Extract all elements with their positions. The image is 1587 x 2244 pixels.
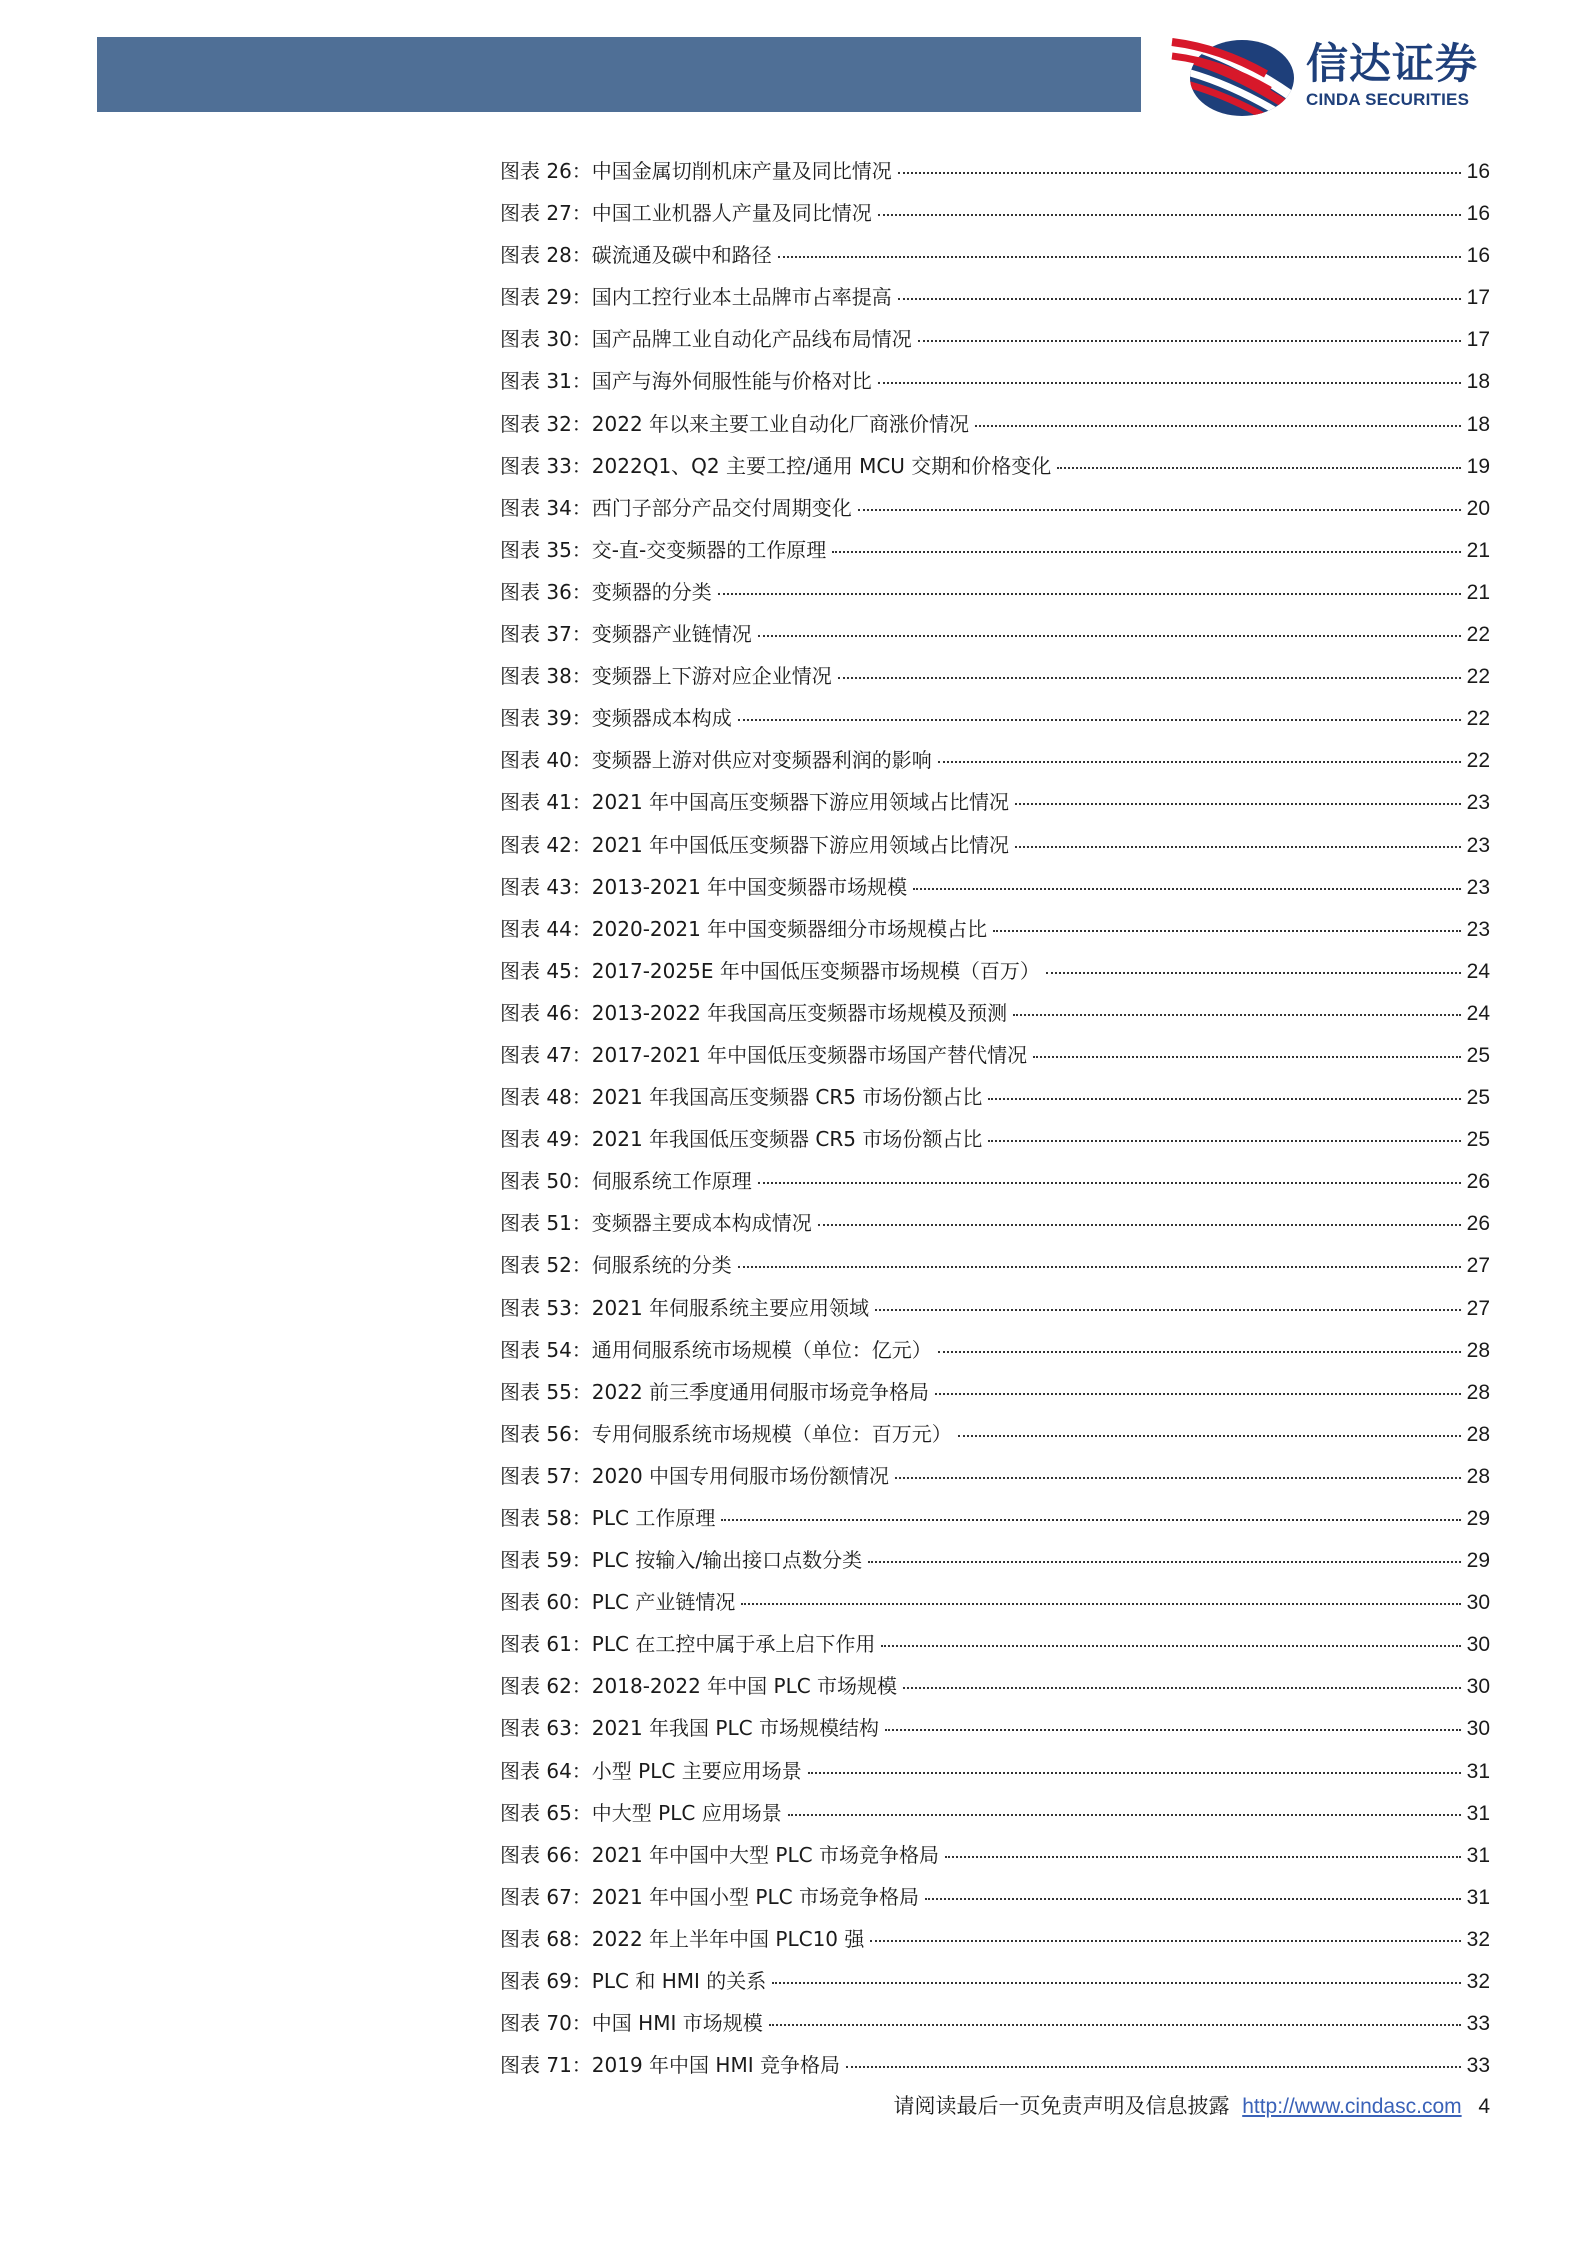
toc-entry[interactable] bbox=[500, 1539, 1490, 1581]
toc-entry-title: 图表 44：2020-2021 年中国变频器细分市场规模占比 bbox=[500, 916, 988, 941]
toc-entry-title: 图表 51：变频器主要成本构成情况 bbox=[500, 1211, 812, 1236]
toc-entry[interactable] bbox=[500, 655, 1490, 697]
toc-entry-page: 22 bbox=[1466, 665, 1490, 689]
page-footer bbox=[0, 2090, 1490, 2120]
toc-entry-title: 图表 35：交-直-交变频器的工作原理 bbox=[500, 537, 827, 562]
dot-leader bbox=[885, 1729, 1461, 1731]
toc-entry[interactable] bbox=[500, 824, 1490, 866]
dot-leader bbox=[718, 593, 1461, 595]
toc-entry-title: 图表 57：2020 中国专用伺服市场份额情况 bbox=[500, 1463, 890, 1488]
toc-entry-page: 31 bbox=[1466, 1885, 1490, 1909]
toc-entry[interactable] bbox=[500, 234, 1490, 276]
dot-leader bbox=[988, 1140, 1460, 1142]
toc-entry-title: 图表 45：2017-2025E 年中国低压变频器市场规模（百万） bbox=[500, 958, 1040, 983]
toc-entry-title: 图表 27：中国工业机器人产量及同比情况 bbox=[500, 201, 872, 226]
dot-leader bbox=[870, 1940, 1460, 1942]
dot-leader bbox=[741, 1603, 1460, 1605]
toc-entry-page: 20 bbox=[1466, 496, 1490, 520]
toc-entry[interactable] bbox=[500, 2044, 1490, 2086]
toc-entry-page: 23 bbox=[1466, 917, 1490, 941]
toc-entry-title: 图表 49：2021 年我国低压变频器 CR5 市场份额占比 bbox=[500, 1127, 983, 1152]
toc-entry-page: 16 bbox=[1466, 244, 1490, 268]
toc-entry-page: 28 bbox=[1466, 1464, 1490, 1488]
toc-entry-page: 24 bbox=[1466, 959, 1490, 983]
toc-entry-page: 22 bbox=[1466, 707, 1490, 731]
toc-entry-page: 17 bbox=[1466, 286, 1490, 310]
dot-leader bbox=[945, 1856, 1461, 1858]
toc-entry-title: 图表 66：2021 年中国中大型 PLC 市场竞争格局 bbox=[500, 1842, 939, 1867]
toc-entry[interactable] bbox=[500, 950, 1490, 992]
toc-entry[interactable] bbox=[500, 1118, 1490, 1160]
toc-entry[interactable] bbox=[500, 1287, 1490, 1329]
toc-entry[interactable] bbox=[500, 1160, 1490, 1202]
toc-entry-page: 21 bbox=[1466, 538, 1490, 562]
toc-entry-page: 18 bbox=[1466, 370, 1490, 394]
toc-entry[interactable] bbox=[500, 1960, 1490, 2002]
toc-entry[interactable] bbox=[500, 781, 1490, 823]
toc-entry[interactable] bbox=[500, 318, 1490, 360]
toc-entry-page: 28 bbox=[1466, 1422, 1490, 1446]
toc-entry-title: 图表 58：PLC 工作原理 bbox=[500, 1506, 716, 1530]
disclaimer-text: 请阅读最后一页免责声明及信息披露 bbox=[893, 2094, 1230, 2118]
toc-entry-title: 图表 56：专用伺服系统市场规模（单位：百万元） bbox=[500, 1421, 952, 1446]
toc-entry-page: 16 bbox=[1466, 202, 1490, 226]
dot-leader bbox=[918, 340, 1461, 342]
brand-name-cn: 信达证券 bbox=[1306, 38, 1479, 88]
toc-entry-title: 图表 64：小型 PLC 主要应用场景 bbox=[500, 1758, 802, 1783]
toc-entry-page: 23 bbox=[1466, 833, 1490, 857]
toc-entry[interactable] bbox=[500, 1750, 1490, 1792]
toc-entry-title: 图表 54：通用伺服系统市场规模（单位：亿元） bbox=[500, 1337, 932, 1362]
dot-leader bbox=[878, 214, 1461, 216]
dot-leader bbox=[778, 256, 1461, 258]
toc-entry-page: 30 bbox=[1466, 1633, 1490, 1657]
dot-leader bbox=[1046, 972, 1461, 974]
toc-entry-title: 图表 42：2021 年中国低压变频器下游应用领域占比情况 bbox=[500, 832, 1010, 857]
toc-entry-page: 29 bbox=[1466, 1549, 1490, 1573]
dot-leader bbox=[868, 1561, 1461, 1563]
toc-entry[interactable] bbox=[500, 192, 1490, 234]
toc-entry-page: 22 bbox=[1466, 623, 1490, 647]
toc-entry-title: 图表 65：中大型 PLC 应用场景 bbox=[500, 1800, 782, 1825]
toc-entry-page: 30 bbox=[1466, 1591, 1490, 1615]
toc-entry[interactable] bbox=[500, 1413, 1490, 1455]
toc-entry[interactable] bbox=[500, 992, 1490, 1034]
brand-name-en: CINDA SECURITIES bbox=[1306, 89, 1470, 109]
toc-entry-title: 图表 62：2018-2022 年中国 PLC 市场规模 bbox=[500, 1674, 898, 1699]
dot-leader bbox=[958, 1435, 1461, 1437]
toc-entry[interactable] bbox=[500, 697, 1490, 739]
dot-leader bbox=[895, 1477, 1461, 1479]
toc-entry-title: 图表 43：2013-2021 年中国变频器市场规模 bbox=[500, 874, 908, 899]
toc-entry-page: 30 bbox=[1466, 1717, 1490, 1741]
toc-entry[interactable] bbox=[500, 866, 1490, 908]
dot-leader bbox=[858, 509, 1461, 511]
toc-entry[interactable] bbox=[500, 571, 1490, 613]
dot-leader bbox=[738, 719, 1461, 721]
dot-leader bbox=[938, 761, 1461, 763]
toc-entry-title: 图表 40：变频器上游对供应对变频器利润的影响 bbox=[500, 748, 932, 773]
dot-leader bbox=[738, 1266, 1461, 1268]
toc-entry[interactable] bbox=[500, 1665, 1490, 1707]
toc-entry-title: 图表 33：2022Q1、Q2 主要工控/通用 MCU 交期和价格变化 bbox=[500, 453, 1052, 478]
toc-entry-title: 图表 47：2017-2021 年中国低压变频器市场国产替代情况 bbox=[500, 1042, 1028, 1067]
dot-leader bbox=[913, 888, 1460, 890]
toc-entry-title: 图表 52：伺服系统的分类 bbox=[500, 1253, 732, 1278]
toc-entry-title: 图表 39：变频器成本构成 bbox=[500, 706, 732, 731]
dot-leader bbox=[1057, 467, 1460, 469]
toc-entry[interactable] bbox=[500, 1792, 1490, 1834]
toc-entry-page: 28 bbox=[1466, 1338, 1490, 1362]
toc-entry-title: 图表 41：2021 年中国高压变频器下游应用领域占比情况 bbox=[500, 790, 1010, 815]
dot-leader bbox=[903, 1687, 1461, 1689]
toc-entry-title: 图表 28：碳流通及碳中和路径 bbox=[500, 243, 772, 268]
dot-leader bbox=[935, 1393, 1461, 1395]
toc-entry-page: 31 bbox=[1466, 1843, 1490, 1867]
toc-entry-title: 图表 63：2021 年我国 PLC 市场规模结构 bbox=[500, 1716, 879, 1741]
dot-leader bbox=[846, 2066, 1461, 2068]
toc-entry[interactable] bbox=[500, 2002, 1490, 2044]
dot-leader bbox=[721, 1519, 1460, 1521]
toc-entry[interactable] bbox=[500, 1076, 1490, 1118]
toc-entry[interactable] bbox=[500, 1497, 1490, 1539]
toc-entry-title: 图表 71：2019 年中国 HMI 竞争格局 bbox=[500, 2053, 840, 2078]
toc-entry-page: 23 bbox=[1466, 875, 1490, 899]
toc-entry-title: 图表 50：伺服系统工作原理 bbox=[500, 1169, 752, 1194]
toc-entry-title: 图表 37：变频器产业链情况 bbox=[500, 622, 752, 647]
toc-entry[interactable] bbox=[500, 908, 1490, 950]
toc-entry[interactable] bbox=[500, 1202, 1490, 1244]
cinda-logo bbox=[1170, 32, 1560, 118]
toc-entry-page: 21 bbox=[1466, 580, 1490, 604]
toc-entry[interactable] bbox=[500, 1244, 1490, 1286]
toc-entry-title: 图表 29：国内工控行业本土品牌市占率提高 bbox=[500, 285, 892, 310]
toc-entry-page: 27 bbox=[1466, 1254, 1490, 1278]
toc-entry[interactable] bbox=[500, 360, 1490, 402]
toc-entry-page: 25 bbox=[1466, 1086, 1490, 1110]
toc-entry-title: 图表 67：2021 年中国小型 PLC 市场竞争格局 bbox=[500, 1884, 919, 1909]
toc-entry-title: 图表 60：PLC 产业链情况 bbox=[500, 1590, 736, 1615]
toc-entry[interactable] bbox=[500, 613, 1490, 655]
dot-leader bbox=[1015, 846, 1461, 848]
page-number: 4 bbox=[1478, 2095, 1490, 2118]
toc-entry[interactable] bbox=[500, 1918, 1490, 1960]
toc-entry[interactable] bbox=[500, 529, 1490, 571]
toc-entry-title: 图表 32：2022 年以来主要工业自动化厂商涨价情况 bbox=[500, 411, 970, 436]
dot-leader bbox=[975, 425, 1461, 427]
toc-entry-title: 图表 59：PLC 按输入/输出接口点数分类 bbox=[500, 1548, 863, 1573]
toc-entry-page: 26 bbox=[1466, 1212, 1490, 1236]
dot-leader bbox=[878, 382, 1461, 384]
toc-entry-title: 图表 55：2022 前三季度通用伺服市场竞争格局 bbox=[500, 1379, 930, 1404]
toc-entry[interactable] bbox=[500, 403, 1490, 445]
toc-entry[interactable] bbox=[500, 445, 1490, 487]
toc-entry-title: 图表 26：中国金属切削机床产量及同比情况 bbox=[500, 159, 892, 183]
toc-entry-page: 30 bbox=[1466, 1675, 1490, 1699]
toc-entry-title: 图表 34：西门子部分产品交付周期变化 bbox=[500, 495, 852, 520]
toc-entry-page: 31 bbox=[1466, 1759, 1490, 1783]
dot-leader bbox=[838, 677, 1461, 679]
toc-entry-title: 图表 38：变频器上下游对应企业情况 bbox=[500, 664, 832, 689]
toc-entry-page: 25 bbox=[1466, 1128, 1490, 1152]
dot-leader bbox=[925, 1898, 1461, 1900]
dot-leader bbox=[881, 1645, 1460, 1647]
dot-leader bbox=[898, 172, 1461, 174]
dot-leader bbox=[769, 2024, 1461, 2026]
toc-entry-title: 图表 70：中国 HMI 市场规模 bbox=[500, 2011, 763, 2036]
toc-entry[interactable] bbox=[500, 276, 1490, 318]
toc-entry[interactable] bbox=[500, 1329, 1490, 1371]
toc-entry[interactable] bbox=[500, 150, 1490, 192]
toc-entry-page: 23 bbox=[1466, 791, 1490, 815]
dot-leader bbox=[1013, 1014, 1460, 1016]
dot-leader bbox=[818, 1224, 1461, 1226]
figure-list bbox=[500, 150, 1490, 2086]
toc-entry-page: 19 bbox=[1466, 454, 1490, 478]
toc-entry[interactable] bbox=[500, 1455, 1490, 1497]
toc-entry-page: 33 bbox=[1466, 2012, 1490, 2036]
toc-entry-title: 图表 46：2013-2022 年我国高压变频器市场规模及预测 bbox=[500, 1000, 1008, 1025]
dot-leader bbox=[758, 1182, 1461, 1184]
toc-entry-title: 图表 30：国产品牌工业自动化产品线布局情况 bbox=[500, 327, 912, 352]
toc-entry-page: 16 bbox=[1466, 160, 1490, 183]
toc-entry[interactable] bbox=[500, 739, 1490, 781]
toc-entry-page: 27 bbox=[1466, 1296, 1490, 1320]
dot-leader bbox=[758, 635, 1461, 637]
dot-leader bbox=[898, 298, 1461, 300]
toc-entry-title: 图表 61：PLC 在工控中属于承上启下作用 bbox=[500, 1632, 876, 1657]
toc-entry-page: 32 bbox=[1466, 1927, 1490, 1951]
dot-leader bbox=[1033, 1056, 1460, 1058]
dot-leader bbox=[808, 1772, 1461, 1774]
toc-entry-page: 26 bbox=[1466, 1170, 1490, 1194]
toc-entry[interactable] bbox=[500, 1371, 1490, 1413]
toc-entry-title: 图表 69：PLC 和 HMI 的关系 bbox=[500, 1969, 767, 1994]
dot-leader bbox=[988, 1098, 1460, 1100]
toc-entry-title: 图表 68：2022 年上半年中国 PLC10 强 bbox=[500, 1926, 865, 1951]
toc-entry-page: 29 bbox=[1466, 1507, 1490, 1530]
toc-entry-page: 32 bbox=[1466, 1970, 1490, 1994]
dot-leader bbox=[788, 1814, 1461, 1816]
toc-entry-page: 31 bbox=[1466, 1801, 1490, 1825]
toc-entry-title: 图表 48：2021 年我国高压变频器 CR5 市场份额占比 bbox=[500, 1085, 983, 1110]
toc-entry[interactable] bbox=[500, 487, 1490, 529]
toc-entry[interactable] bbox=[500, 1834, 1490, 1876]
toc-entry-title: 图表 53：2021 年伺服系统主要应用领域 bbox=[500, 1295, 870, 1320]
toc-entry-page: 25 bbox=[1466, 1043, 1490, 1067]
toc-entry[interactable] bbox=[500, 1623, 1490, 1665]
toc-entry-page: 28 bbox=[1466, 1380, 1490, 1404]
toc-entry-page: 33 bbox=[1466, 2054, 1490, 2078]
dot-leader bbox=[938, 1351, 1461, 1353]
toc-entry-page: 18 bbox=[1466, 412, 1490, 436]
toc-entry[interactable] bbox=[500, 1876, 1490, 1918]
toc-entry[interactable] bbox=[500, 1581, 1490, 1623]
dot-leader bbox=[875, 1309, 1461, 1311]
dot-leader bbox=[993, 930, 1460, 932]
toc-entry-title: 图表 36：变频器的分类 bbox=[500, 579, 712, 604]
website-link[interactable]: http://www.cindasc.com bbox=[1242, 2095, 1462, 2118]
header-bar bbox=[97, 37, 1141, 112]
toc-entry-title: 图表 31：国产与海外伺服性能与价格对比 bbox=[500, 369, 872, 394]
toc-entry[interactable] bbox=[500, 1034, 1490, 1076]
toc-entry-page: 24 bbox=[1466, 1001, 1490, 1025]
dot-leader bbox=[772, 1982, 1460, 1984]
toc-entry-page: 17 bbox=[1466, 328, 1490, 352]
toc-entry-page: 22 bbox=[1466, 749, 1490, 773]
toc-entry[interactable] bbox=[500, 1707, 1490, 1749]
cinda-logo-icon bbox=[1170, 32, 1300, 118]
dot-leader bbox=[832, 551, 1460, 553]
dot-leader bbox=[1015, 803, 1461, 805]
